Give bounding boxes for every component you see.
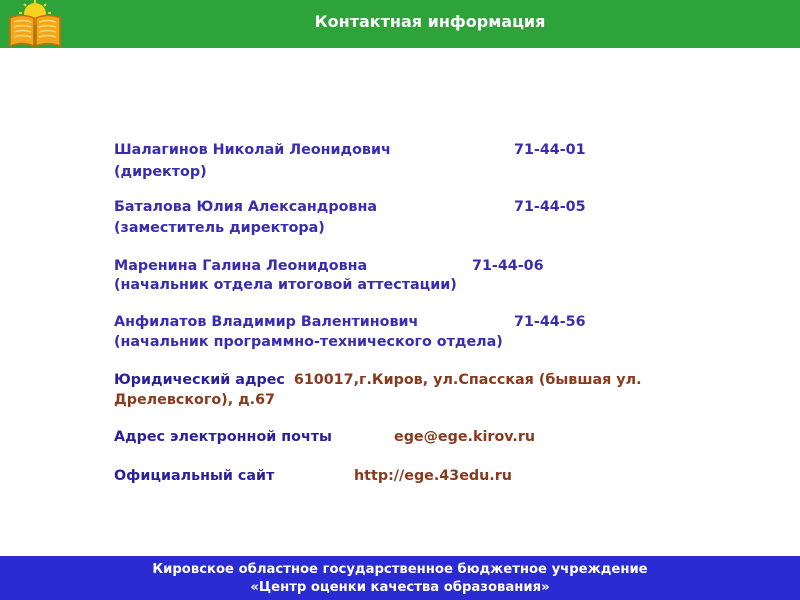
address-value-line1: 610017,г.Киров, ул.Спасская (бывшая ул.	[293, 372, 642, 388]
footer-bar	[0, 556, 800, 600]
contact-role: (заместитель директора)	[114, 220, 325, 236]
contact-role: (директор)	[114, 164, 207, 180]
contact-phone: 71-44-01	[514, 142, 586, 158]
contact-name: Маренина Галина Леонидовна	[114, 258, 368, 274]
contact-name: Анфилатов Владимир Валентинович	[114, 314, 419, 330]
contact-phone: 71-44-56	[514, 314, 586, 330]
email-label: Адрес электронной почты	[114, 429, 332, 445]
footer-line1: Кировское областное государственное бюджетное учреждение	[152, 562, 648, 577]
contact-role: (начальник отдела итоговой аттестации)	[114, 277, 457, 293]
address-label: Юридический адрес	[114, 372, 285, 388]
contact-phone: 71-44-06	[472, 258, 544, 274]
contact-name: Шалагинов Николай Леонидович	[114, 142, 391, 158]
footer-line2: «Центр оценки качества образования»	[250, 580, 550, 595]
contact-phone: 71-44-05	[514, 199, 586, 215]
contact-role: (начальник программно-технического отдела)	[114, 334, 503, 350]
address-row	[114, 372, 642, 388]
site-label: Официальный сайт	[114, 468, 275, 484]
site-link[interactable]: http://ege.43edu.ru	[354, 468, 512, 484]
address-value-line2: Дрелевского), д.67	[114, 392, 275, 408]
contact-name: Баталова Юлия Александровна	[114, 199, 377, 215]
page-title: Контактная информация	[314, 12, 546, 31]
header-bar	[0, 0, 800, 48]
email-link[interactable]: ege@ege.kirov.ru	[394, 429, 536, 445]
